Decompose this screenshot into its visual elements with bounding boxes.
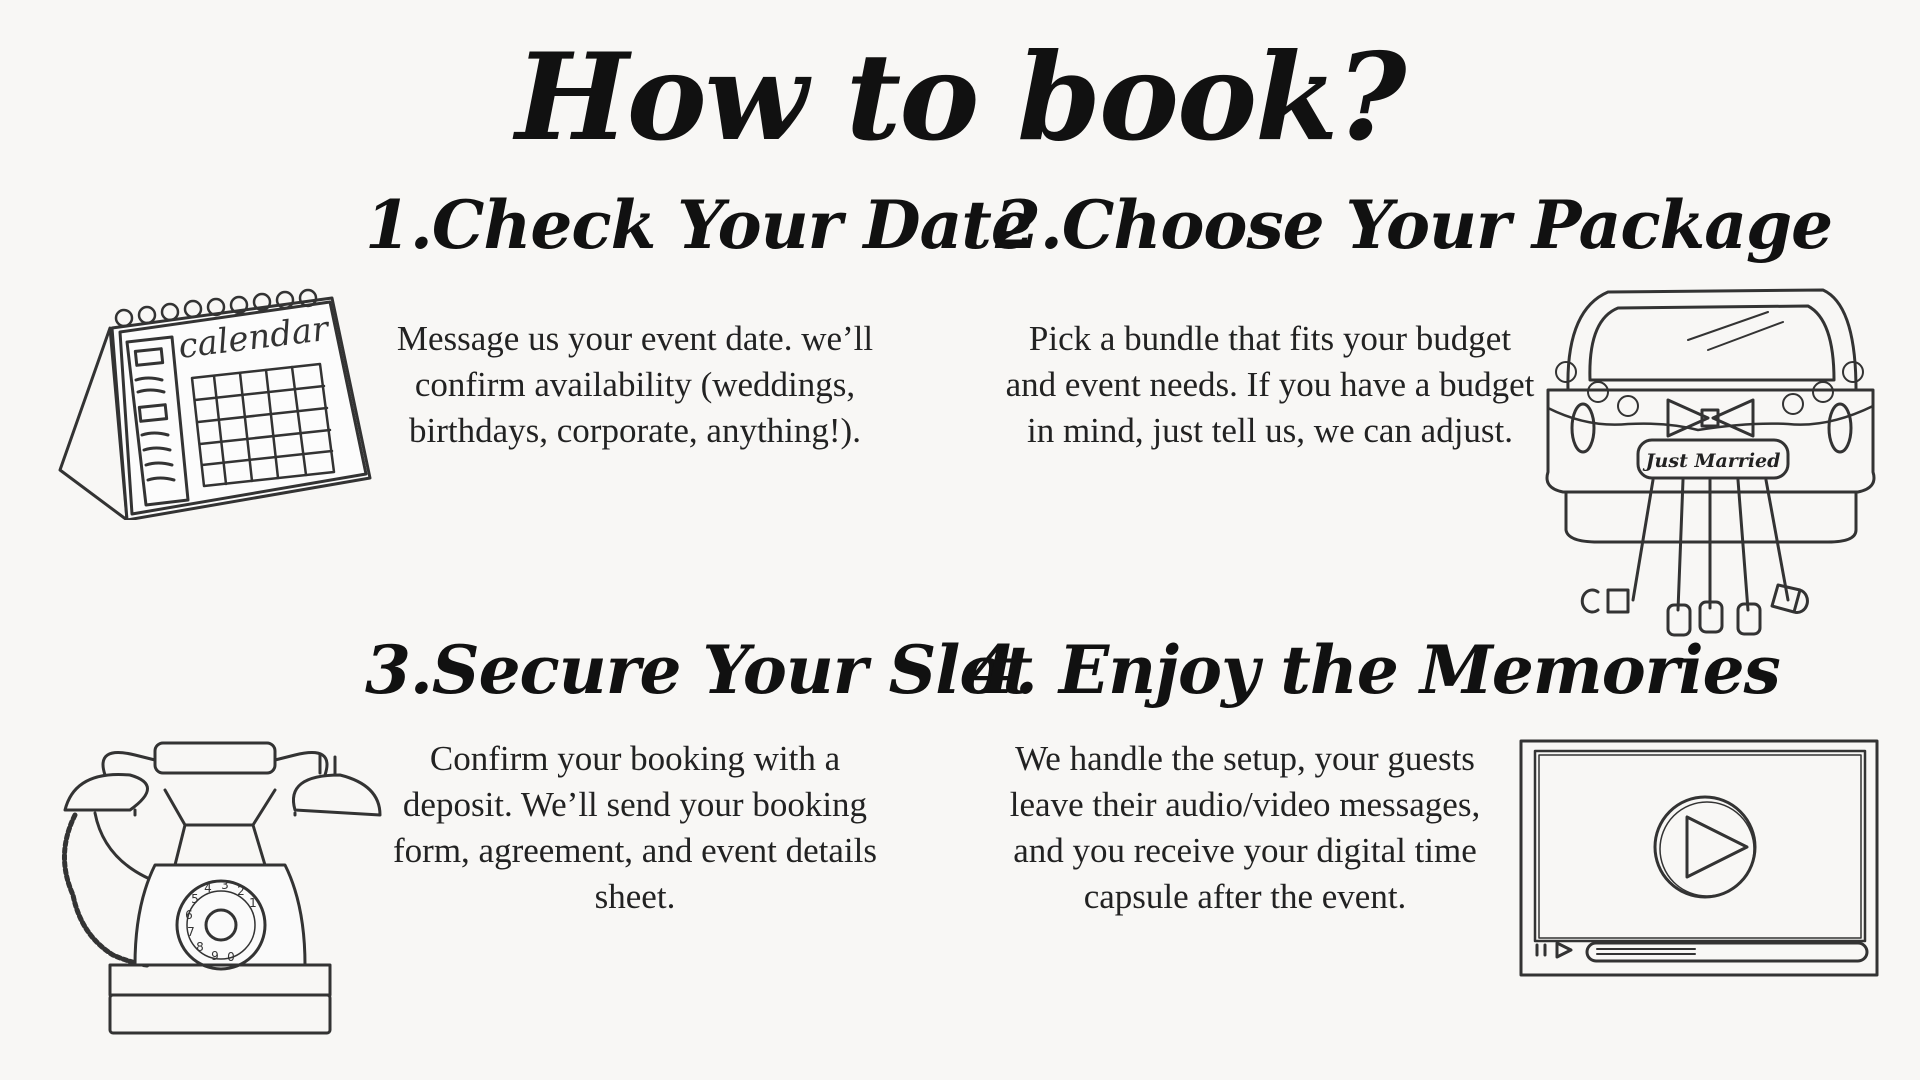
step-1-heading: 1.Check Your Date <box>365 186 1032 264</box>
dial-digit-0: 0 <box>227 950 235 964</box>
calendar-icon-label: calendar <box>176 308 331 367</box>
dial-digit-5: 5 <box>191 892 199 906</box>
page-title: How to book? <box>515 27 1405 168</box>
dial-digit-9: 9 <box>211 949 219 963</box>
rotary-telephone-icon <box>35 735 395 1040</box>
calendar-icon <box>52 280 372 520</box>
step-2-description: Pick a bundle that fits your budget and event needs. If you have a budget in mind, just tell us, we can adjust. <box>1005 319 1535 450</box>
dial-digit-8: 8 <box>196 940 204 954</box>
dial-digit-3: 3 <box>221 878 229 892</box>
video-player-icon <box>1515 735 1885 980</box>
step-4-heading: 4. Enjoy the Memories <box>970 631 1780 709</box>
dial-digit-6: 6 <box>185 908 193 922</box>
step-3-heading: 3.Secure Your Slot <box>365 631 1032 709</box>
step-4-description: We handle the setup, your guests leave their audio/video messages, and you receive your digital time capsule after the event. <box>1009 739 1481 916</box>
just-married-plate-text: Just Married <box>1645 450 1781 472</box>
just-married-car-icon <box>1538 280 1883 655</box>
dial-digit-2: 2 <box>237 884 245 898</box>
step-2-heading: 2.Choose Your Package <box>995 186 1833 264</box>
step-1-description: Message us your event date. we’ll confirm availability (weddings, birthdays, corporate, anything!). <box>396 319 874 450</box>
dial-digit-1: 1 <box>249 896 257 910</box>
dial-digit-7: 7 <box>187 925 195 939</box>
dial-digit-4: 4 <box>204 881 212 895</box>
step-3-description: Confirm your booking with a deposit. We’ll send your booking form, agreement, and event details sheet. <box>393 739 877 916</box>
